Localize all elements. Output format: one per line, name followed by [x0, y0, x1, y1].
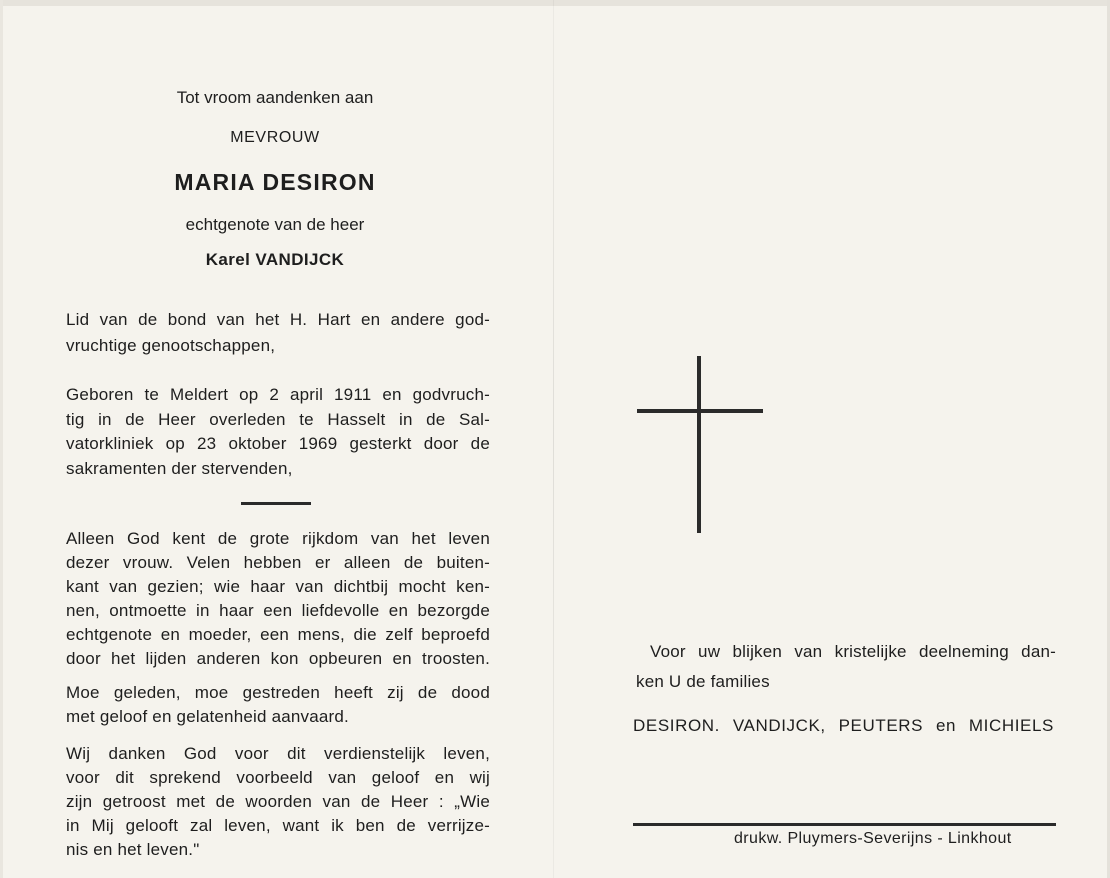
- families-names: DESIRON. VANDIJCK, PEUTERS en MICHIELS: [633, 716, 1054, 735]
- paper-edge: [0, 0, 1110, 6]
- paper-edge: [0, 0, 3, 878]
- cross-icon: [697, 356, 701, 533]
- printer-credit: drukw. Pluymers-Severijns - Linkhout: [734, 830, 1012, 847]
- deceased-name: MARIA DESIRON: [174, 169, 376, 195]
- text-line: in Mij gelooft zal leven, want ik ben de verrijze-: [66, 816, 490, 835]
- text-line: met geloof en gelatenheid aanvaard.: [66, 707, 349, 726]
- cross-icon: [637, 409, 763, 413]
- text-line: echtgenote en moeder, een mens, die zelf beproefd: [66, 625, 490, 644]
- memorial-intro: Tot vroom aandenken aan: [176, 88, 374, 107]
- text-line: Moe geleden, moe gestreden heeft zij de dood: [66, 683, 490, 702]
- thanks-text: ken U de families: [636, 672, 770, 691]
- text-line: vatorkliniek op 23 oktober 1969 gesterkt door de: [66, 434, 490, 453]
- spouse-intro: echtgenote van de heer: [185, 215, 365, 234]
- text-line: Wij danken God voor dit verdienstelijk leven,: [66, 744, 490, 763]
- thanks-text: Voor uw blijken van kristelijke deelneming dan-: [650, 642, 1056, 661]
- text-line: kant van gezien; wie haar van dichtbij mocht ken-: [66, 577, 490, 596]
- text-line: Alleen God kent de grote rijkdom van het leven: [66, 529, 490, 548]
- honorific: MEVROUW: [230, 129, 320, 146]
- text-line: vruchtige genootschappen,: [66, 336, 276, 355]
- text-line: dezer vrouw. Velen hebben er alleen de buiten-: [66, 553, 490, 572]
- divider: [633, 823, 1056, 826]
- text-line: door het lijden anderen kon opbeuren en troosten.: [66, 649, 490, 668]
- text-line: sakramenten der stervenden,: [66, 459, 293, 478]
- text-line: Lid van de bond van het H. Hart en andere god-: [66, 310, 490, 329]
- spouse-name: Karel VANDIJCK: [205, 250, 345, 269]
- text-line: Geboren te Meldert op 2 april 1911 en godvruch-: [66, 385, 490, 404]
- fold-line: [553, 0, 554, 878]
- text-line: nen, ontmoette in haar een liefdevolle en bezorgde: [66, 601, 490, 620]
- text-line: voor dit sprekend voorbeeld van geloof en wij: [66, 768, 490, 787]
- text-line: nis en het leven.": [66, 840, 200, 859]
- text-line: tig in de Heer overleden te Hasselt in de Sal-: [66, 410, 490, 429]
- divider: [241, 502, 311, 505]
- text-line: zijn getroost met de woorden van de Heer : „Wie: [66, 792, 490, 811]
